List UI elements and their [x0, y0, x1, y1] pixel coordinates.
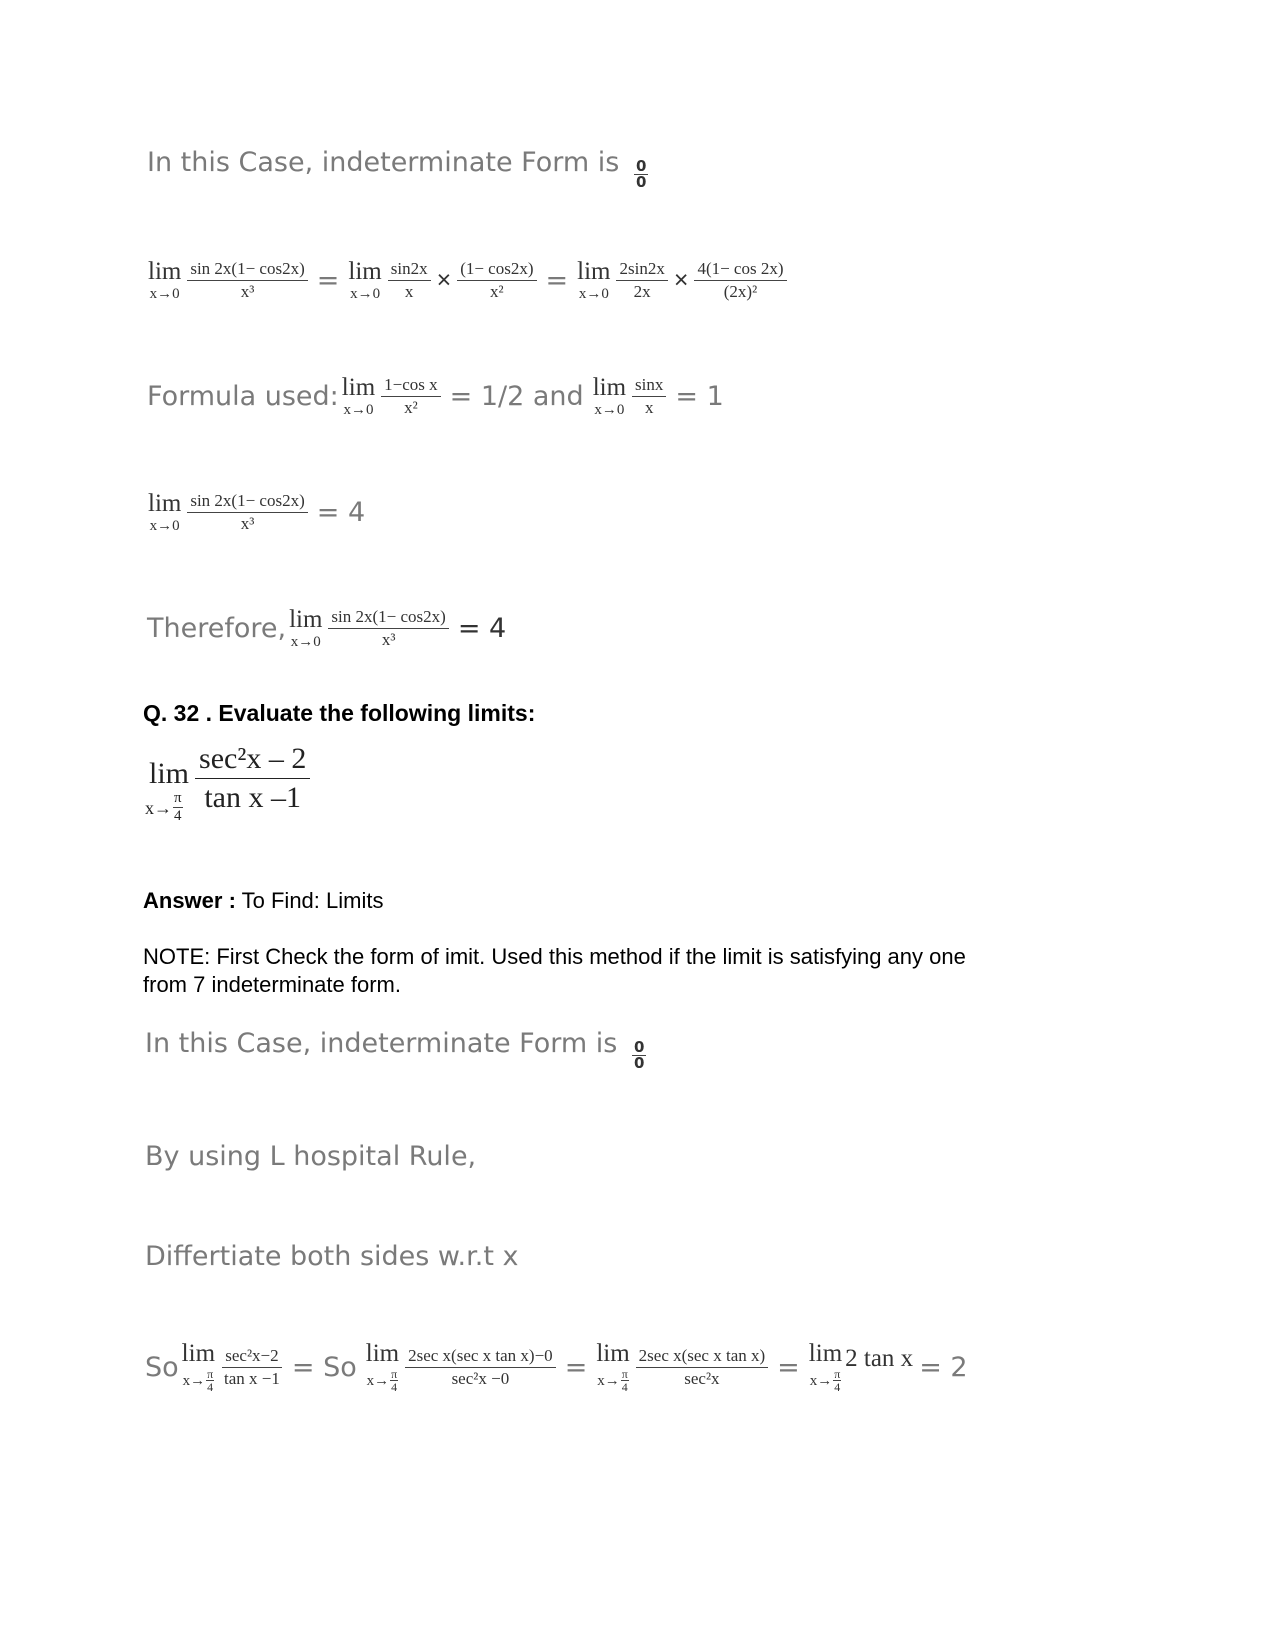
formula-used — [147, 374, 724, 419]
answer-text: To Find: Limits — [241, 888, 384, 913]
fraction: $\frac{2\sin 2x}{2x}$ — [616, 258, 667, 303]
limit-operator: lim x→0 — [577, 257, 611, 302]
note-line-2: from 7 indeterminate form. — [143, 972, 401, 997]
lhospital-text: By using L hospital Rule, — [145, 1141, 477, 1172]
so-text: So — [145, 1352, 179, 1383]
limit-operator: lim x→0 — [289, 605, 323, 650]
equals-sign: = — [777, 1352, 800, 1383]
fraction: $\frac{4(1- \cos 2x)}{\text{(2x)²}}$ — [694, 258, 786, 303]
equation-2 — [145, 490, 371, 535]
limit-operator: lim x→ π 4 — [808, 1340, 843, 1394]
answer-line — [143, 888, 383, 914]
fraction: $\frac{\sin 2x(1- \cos 2x)}{\text{x³}}$ — [187, 258, 307, 303]
therefore-line — [147, 606, 506, 651]
result-text: = 4 — [457, 613, 507, 644]
formula-mid-text: = 1/2 and — [449, 381, 584, 412]
equals-sign: = — [545, 265, 569, 296]
equals-sign: = — [316, 265, 340, 296]
times-sign: × — [673, 266, 689, 294]
case-text: In this Case, indeterminate Form is — [145, 1028, 618, 1059]
fraction: $\frac{\sin 2x}{x}$ — [388, 258, 431, 303]
fraction: $\frac{\sin 2x(1- \cos 2x)}{\text{x³}}$ — [187, 490, 307, 535]
result-text: = 4 — [316, 497, 366, 528]
limit-operator: lim x→0 — [592, 373, 627, 418]
limit-operator: lim x→0 — [148, 489, 182, 534]
form-denominator: 0 — [635, 173, 647, 191]
equation-1 — [145, 258, 790, 303]
limit-operator: lim x→0 — [348, 257, 382, 302]
result-text: = 2 — [919, 1352, 968, 1383]
question-title: Q. 32 . Evaluate the following limits: — [143, 700, 536, 726]
note-paragraph — [143, 943, 966, 999]
equation-3 — [145, 1342, 968, 1393]
limit-operator: lim x→ π 4 — [181, 1340, 216, 1394]
differentiate-text: Differtiate both sides w.r.t x — [145, 1241, 519, 1272]
fraction: $\frac{\sin 2x(1- \cos 2x)}{\text{x³}}$ — [328, 606, 448, 651]
fraction: $\frac{\text{sec²x – 2}}{\text{tan x –1}}$ — [195, 740, 310, 817]
times-sign: × — [436, 266, 452, 294]
limit-operator: lim x→ π 4 — [596, 1340, 630, 1394]
formula-end-text: = 1 — [675, 381, 724, 412]
case-text: In this Case, indeterminate Form is — [147, 147, 620, 178]
equals-so-text: = So — [291, 1352, 357, 1383]
limit-operator: lim x→ π 4 — [145, 757, 190, 824]
fraction: $\frac{\text{2sec x(sec x tan x)−0}}{\text{sec²x −0}}$ — [405, 1345, 556, 1390]
fraction: $\frac{\text{2sec x(sec x tan x)}}{\text{sec²x}}$ — [636, 1345, 769, 1390]
fraction: $\frac{\sin x}{x}$ — [632, 374, 666, 419]
case-line-1 — [147, 147, 648, 190]
formula-label: Formula used: — [147, 381, 339, 412]
limit-operator: lim x→ π 4 — [365, 1340, 400, 1394]
case-line-2 — [145, 1028, 646, 1071]
fraction: $\frac{(1- \cos 2x)}{\text{x²}}$ — [457, 258, 536, 303]
fraction: $\frac{\text{sec²x−2}}{\text{tan x −1}}$ — [224, 1346, 280, 1388]
therefore-label: Therefore, — [147, 613, 287, 644]
limit-operator: lim x→0 — [148, 257, 182, 302]
form-fraction: $\frac{0}{0}$ — [633, 1038, 645, 1072]
limit-operator: lim x→0 — [341, 373, 376, 418]
answer-label: Answer : — [143, 888, 236, 913]
note-line-1: NOTE: First Check the form of imit. Used this method if the limit is satisfying any one — [143, 944, 966, 969]
fraction: $\frac{\text{1−cos x}}{\text{x²}}$ — [381, 374, 441, 419]
equals-sign: = — [564, 1352, 588, 1383]
form-fraction — [634, 159, 648, 190]
tail-expression: 2 tan x — [845, 1344, 914, 1372]
form-numerator: 0 — [635, 157, 647, 175]
question-expression — [145, 742, 310, 825]
